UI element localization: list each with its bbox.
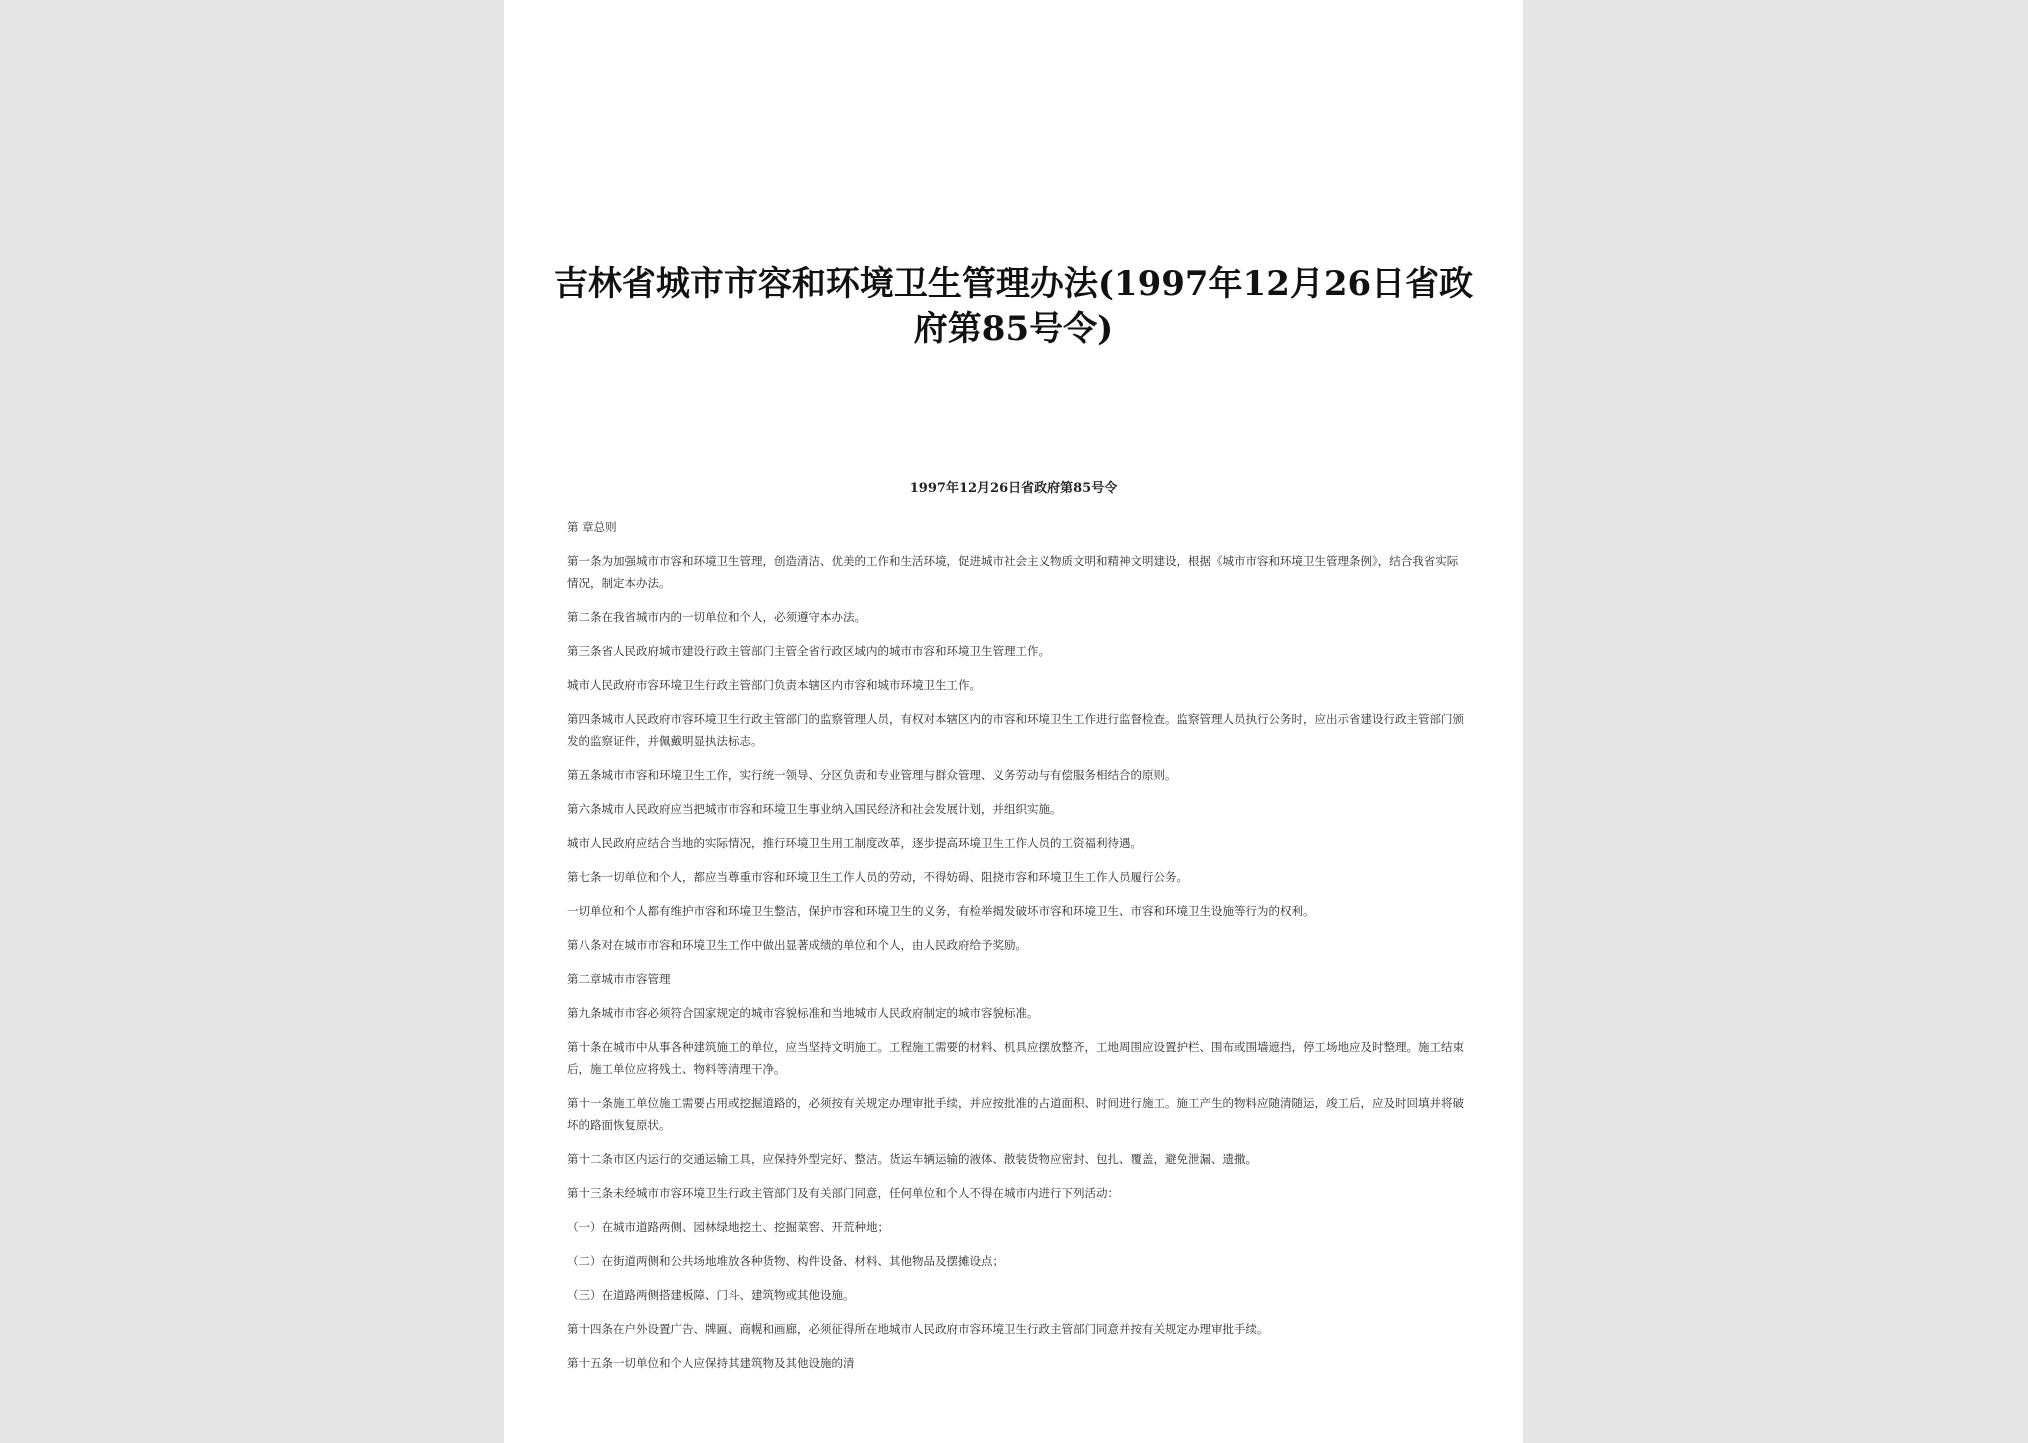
article-paragraph: （一）在城市道路两侧、园林绿地挖土、挖掘菜窖、开荒种地； — [567, 1220, 889, 1234]
article-paragraph: （二）在街道两侧和公共场地堆放各种货物、构件设备、材料、其他物品及摆摊设点； — [567, 1254, 1004, 1268]
article-paragraph: 第九条城市市容必须符合国家规定的城市容貌标准和当地城市人民政府制定的城市容貌标准。 — [567, 1006, 1039, 1020]
article-paragraph: 第八条对在城市市容和环境卫生工作中做出显著成绩的单位和个人，由人民政府给予奖励。 — [567, 938, 1027, 952]
article-paragraph: 第二章城市市容管理 — [567, 972, 671, 986]
article-paragraph: 城市人民政府应结合当地的实际情况，推行环境卫生用工制度改革，逐步提高环境卫生工作人员的工资福利待遇。 — [567, 836, 1142, 850]
article-paragraph: 第六条城市人民政府应当把城市市容和环境卫生事业纳入国民经济和社会发展计划，并组织实施。 — [567, 802, 1062, 816]
article-paragraph: 第十五条一切单位和个人应保持其建筑物及其他设施的清 — [567, 1356, 855, 1370]
document-title: 吉林省城市市容和环境卫生管理办法(1997年12月26日省政府第85号令) — [553, 264, 1474, 349]
article-paragraph: 第二条在我省城市内的一切单位和个人，必须遵守本办法。 — [567, 610, 866, 624]
article-paragraph: 第五条城市市容和环境卫生工作，实行统一领导、分区负责和专业管理与群众管理、义务劳动与有偿服务相结合的原则。 — [567, 768, 1177, 782]
article-paragraph: 第 章总则 — [567, 520, 617, 534]
document-page — [504, 0, 1523, 1443]
article-paragraph: 第四条城市人民政府市容环境卫生行政主管部门的监察管理人员，有权对本辖区内的市容和环境卫生工作进行监督检查。监察管理人员执行公务时，应出示省建设行政主管部门颁发的监察证件，并佩戴明显执法标志。 — [567, 712, 1464, 748]
article-paragraph: 第十四条在户外设置广告、牌匾、商幌和画廊，必须征得所在地城市人民政府市容环境卫生行政主管部门同意并按有关规定办理审批手续。 — [567, 1322, 1269, 1336]
article-paragraph: 第十二条市区内运行的交通运输工具，应保持外型完好、整洁。货运车辆运输的液体、散装货物应密封、包扎、覆盖，避免泄漏、遗撒。 — [567, 1152, 1257, 1166]
article-paragraph: 第七条一切单位和个人，都应当尊重市容和环境卫生工作人员的劳动，不得妨碍、阻挠市容和环境卫生工作人员履行公务。 — [567, 870, 1188, 884]
article-paragraph: 第十条在城市中从事各种建筑施工的单位，应当坚持文明施工。工程施工需要的材料、机具应摆放整齐，工地周围应设置护栏、围布或围墙遮挡，停工场地应及时整理。施工结束后，施工单位应将残土、物料等清理干净。 — [567, 1040, 1464, 1076]
article-paragraph: 第十一条施工单位施工需要占用或挖掘道路的，必须按有关规定办理审批手续，并应按批准的占道面积、时间进行施工。施工产生的物料应随清随运，竣工后，应及时回填并将破坏的路面恢复原状。 — [567, 1096, 1464, 1132]
article-paragraph: 城市人民政府市容环境卫生行政主管部门负责本辖区内市容和城市环境卫生工作。 — [567, 678, 981, 692]
decree-line: 1997年12月26日省政府第85号令 — [909, 481, 1118, 496]
article-paragraph: 第三条省人民政府城市建设行政主管部门主管全省行政区域内的城市市容和环境卫生管理工作。 — [567, 644, 1050, 658]
document-body — [567, 516, 1465, 1386]
article-paragraph: 第一条为加强城市市容和环境卫生管理，创造清洁、优美的工作和生活环境，促进城市社会主义物质文明和精神文明建设，根据《城市市容和环境卫生管理条例》，结合我省实际情况，制定本办法。 — [567, 554, 1459, 590]
article-paragraph: 第十三条未经城市市容环境卫生行政主管部门及有关部门同意，任何单位和个人不得在城市内进行下列活动： — [567, 1186, 1119, 1200]
article-paragraph: 一切单位和个人都有维护市容和环境卫生整洁，保护市容和环境卫生的义务，有检举揭发破坏市容和环境卫生、市容和环境卫生设施等行为的权利。 — [567, 904, 1315, 918]
article-paragraph: （三）在道路两侧搭建板障、门斗、建筑物或其他设施。 — [567, 1288, 855, 1302]
